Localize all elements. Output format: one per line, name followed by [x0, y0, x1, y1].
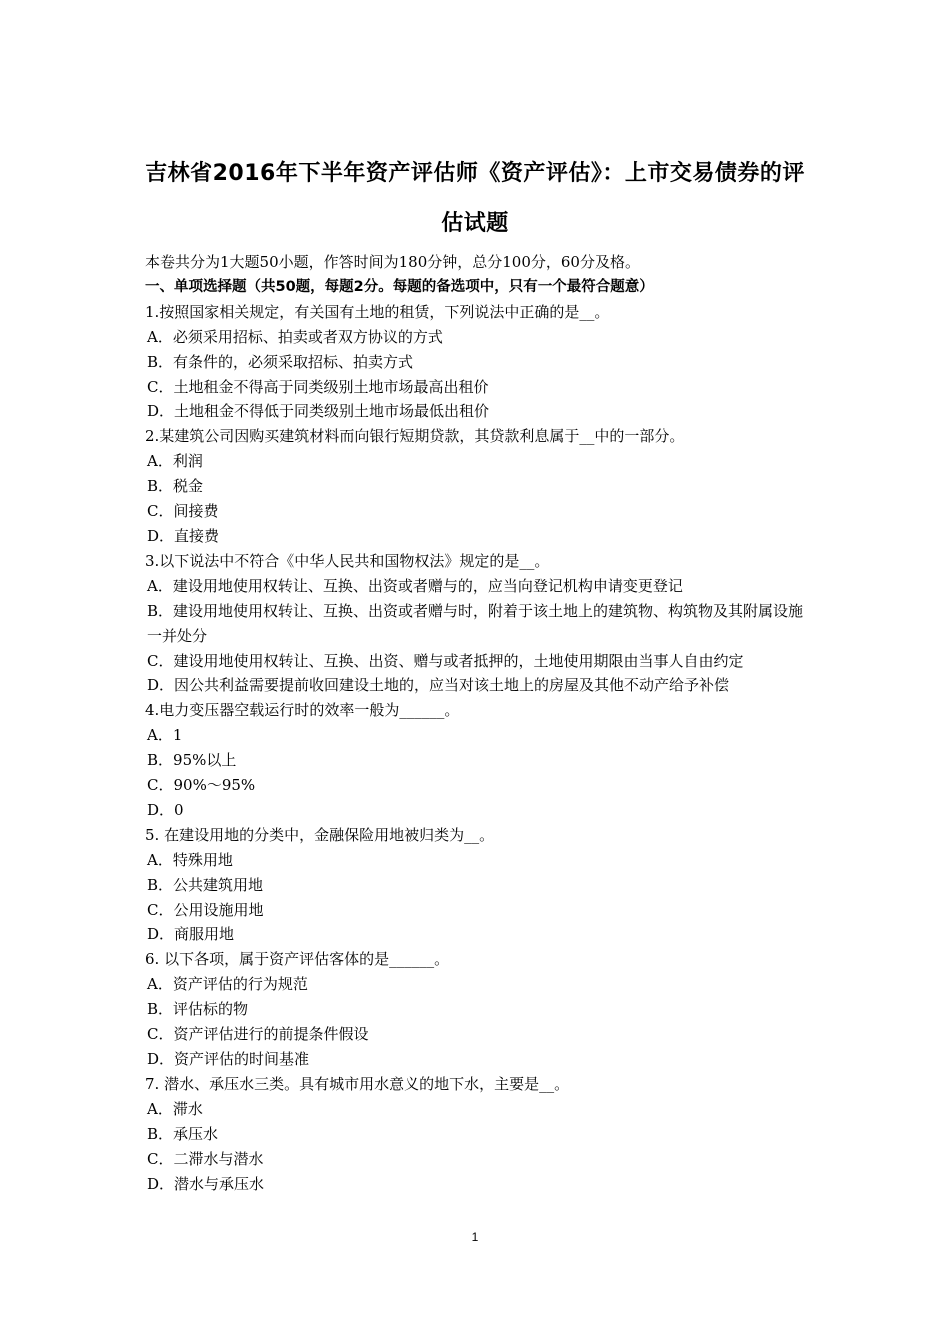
question-3-option-d: D．因公共利益需要提前收回建设土地的，应当对该土地上的房屋及其他不动产给予补偿: [147, 676, 730, 695]
document-body: [145, 250, 815, 1196]
question-3-option-b: B．建设用地使用权转让、互换、出资或者赠与时，附着于该土地上的建筑物、构筑物及其附属设施一并处分: [147, 601, 804, 645]
question-7-stem: 7. 潜水、承压水三类。具有城市用水意义的地下水，主要是__。: [145, 1074, 570, 1093]
page-number: 1: [471, 1230, 479, 1244]
question-1-option-a: A．必须采用招标、拍卖或者双方协议的方式: [147, 327, 443, 346]
question-7-option-a: A．滞水: [147, 1099, 203, 1118]
question-2-option-c: C．间接费: [147, 502, 219, 521]
document-title-line-1: 吉林省2016年下半年资产评估师《资产评估》：上市交易债券的评: [145, 161, 805, 186]
question-3-option-c: C．建设用地使用权转让、互换、出资、赠与或者抵押的，土地使用期限由当事人自由约定: [147, 651, 744, 670]
question-4-option-a: A．1: [147, 726, 183, 745]
question-4-option-b: B．95%以上: [147, 751, 237, 770]
question-5-option-d: D．商服用地: [147, 925, 235, 944]
question-1-option-b: B．有条件的，必须采取招标、拍卖方式: [147, 352, 414, 371]
question-5-option-c: C．公用设施用地: [147, 900, 264, 919]
question-4-option-c: C．90%～95%: [147, 776, 256, 795]
question-2-stem: 2.某建筑公司因购买建筑材料而向银行短期贷款，其贷款利息属于__中的一部分。: [145, 427, 685, 446]
question-6-stem: 6. 以下各项，属于资产评估客体的是______。: [145, 950, 450, 969]
question-1-option-d: D．土地租金不得低于同类级别土地市场最低出租价: [147, 402, 490, 421]
section-heading: 一、单项选择题（共50题，每题2分。每题的备选项中，只有一个最符合题意）: [145, 278, 654, 295]
question-1-option-c: C．土地租金不得高于同类级别土地市场最高出租价: [147, 377, 489, 396]
question-6-option-b: B．评估标的物: [147, 1000, 249, 1019]
question-4-option-d: D．0: [147, 800, 184, 819]
question-6-option-a: A．资产评估的行为规范: [147, 975, 308, 994]
question-5-option-b: B．公共建筑用地: [147, 875, 264, 894]
question-1-stem: 1.按照国家相关规定，有关国有土地的租赁，下列说法中正确的是__。: [145, 302, 610, 321]
question-6-option-c: C．资产评估进行的前提条件假设: [147, 1025, 369, 1044]
question-6-option-d: D．资产评估的时间基准: [147, 1050, 310, 1068]
question-7-option-c: C．二滞水与潜水: [147, 1149, 264, 1168]
question-2-option-a: A．利润: [147, 452, 203, 471]
question-3-option-a: A．建设用地使用权转让、互换、出资或者赠与的，应当向登记机构申请变更登记: [147, 576, 683, 595]
exam-intro: 本卷共分为1大题50小题，作答时间为180分钟，总分100分，60分及格。: [145, 253, 640, 271]
question-2-option-b: B．税金: [147, 477, 204, 496]
question-5-option-a: A．特殊用地: [147, 850, 233, 869]
question-3-stem: 3.以下说法中不符合《中华人民共和国物权法》规定的是__。: [145, 551, 550, 570]
question-4-stem: 4.电力变压器空载运行时的效率一般为______。: [145, 701, 460, 720]
question-7-option-d: D．潜水与承压水: [147, 1174, 265, 1193]
question-5-stem: 5. 在建设用地的分类中，金融保险用地被归类为__。: [145, 825, 495, 844]
question-7-option-b: B．承压水: [147, 1124, 219, 1143]
question-2-option-d: D．直接费: [147, 526, 220, 545]
document-title-line-2: 估试题: [441, 211, 509, 236]
